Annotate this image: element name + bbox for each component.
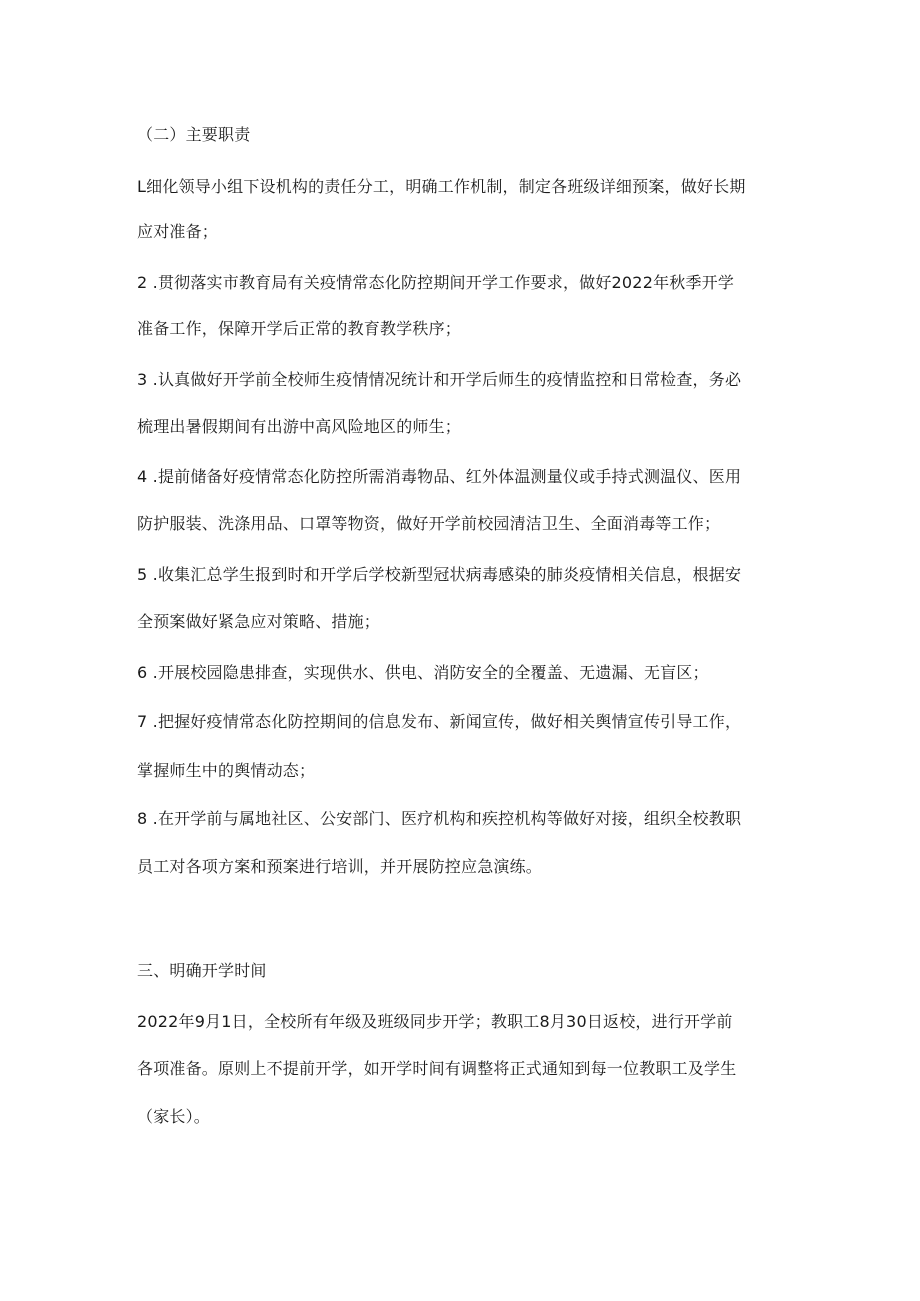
section-three-body-line-3: （家长）。 [137,1107,211,1126]
section-three-body-line-1: 2022年9月1日，全校所有年级及班级同步开学；教职工8月30日返校，进行开学前 [137,1012,733,1031]
duty-2-line-1: 2 .贯彻落实市教育局有关疫情常态化防控期间开学工作要求，做好2022年秋季开学 [137,273,735,292]
duty-4-line-1: 4 .提前储备好疫情常态化防控所需消毒物品、红外体温测量仪或手持式测温仪、医用 [137,467,742,486]
duty-6-line-1: 6 .开展校园隐患排查，实现供水、供电、消防安全的全覆盖、无遗漏、无盲区； [137,663,709,682]
duty-4-line-2: 防护服装、洗涤用品、口罩等物资，做好开学前校园清洁卫生、全面消毒等工作； [137,514,721,533]
duty-5-line-1: 5 .收集汇总学生报到时和开学后学校新型冠状病毒感染的肺炎疫情相关信息，根据安 [137,565,742,584]
duty-1-line-1: L细化领导小组下设机构的责任分工，明确工作机制，制定各班级详细预案，做好长期 [137,177,746,196]
duty-8-line-2: 员工对各项方案和预案进行培训，并开展防控应急演练。 [137,857,543,876]
section-two-subheading: （二）主要职责 [137,125,251,144]
duty-2-line-2: 准备工作，保障开学后正常的教育教学秩序； [137,319,462,338]
duty-5-line-2: 全预案做好紧急应对策略、措施； [137,612,381,631]
duty-7-line-1: 7 .把握好疫情常态化防控期间的信息发布、新闻宣传，做好相关舆情宣传引导工作， [137,712,742,731]
duty-3-line-2: 梳理出暑假期间有出游中高风险地区的师生； [137,417,462,436]
section-three-body-line-2: 各项准备。原则上不提前开学，如开学时间有调整将正式通知到每一位教职工及学生 [137,1059,737,1078]
section-three-heading: 三、明确开学时间 [137,961,267,980]
duty-8-line-1: 8 .在开学前与属地社区、公安部门、医疗机构和疾控机构等做好对接，组织全校教职 [137,809,742,828]
duty-1-line-2: 应对准备； [137,222,219,241]
duty-3-line-1: 3 .认真做好开学前全校师生疫情情况统计和开学后师生的疫情监控和日常检查，务必 [137,370,742,389]
duty-7-line-2: 掌握师生中的舆情动态； [137,761,316,780]
